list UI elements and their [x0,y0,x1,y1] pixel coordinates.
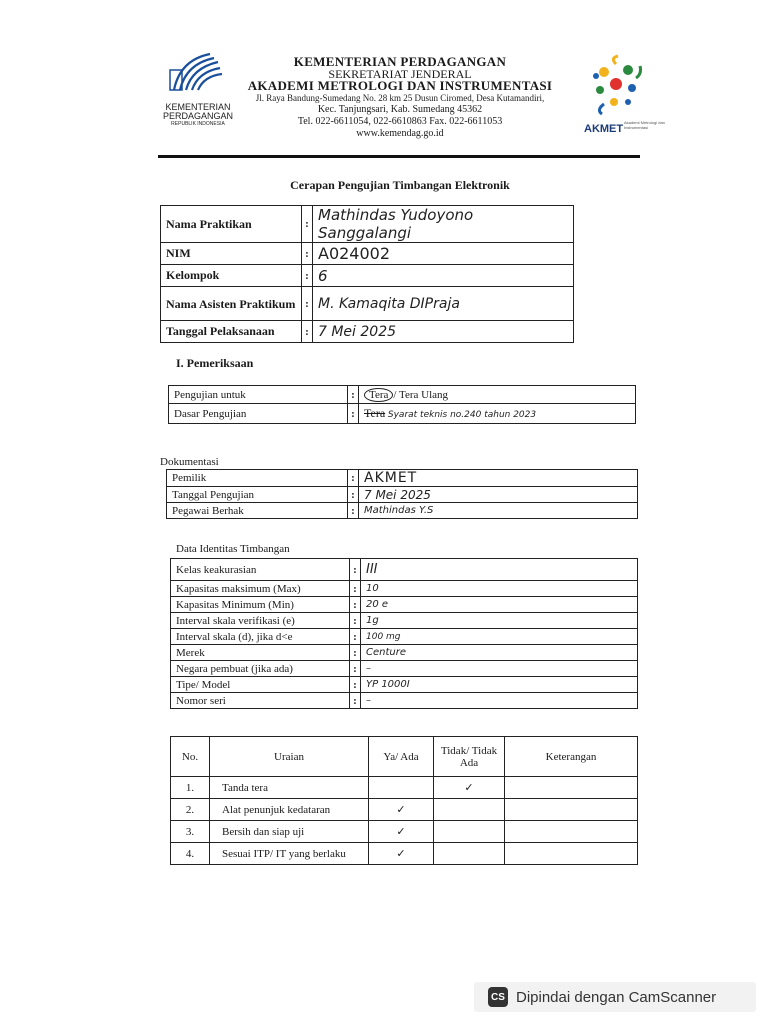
identitas-label: Kapasitas maksimum (Max) [171,581,350,597]
dokumentasi-row [167,503,638,519]
row-uraian: Bersih dan siap uji [210,821,369,843]
identity-row [161,243,574,265]
identity-value: 6 [313,265,574,287]
table-row [171,777,638,799]
identitas-row [171,677,638,693]
identity-row [161,287,574,321]
kemendag-emblem-icon [160,50,236,96]
identitas-label: Negara pembuat (jika ada) [171,661,350,677]
identity-label: Kelompok [161,265,302,287]
akmet-wordmark: AKMET [584,123,624,135]
letterhead [230,56,570,140]
identity-row [161,321,574,343]
colon: : [350,629,361,645]
identitas-label: Tipe/ Model [171,677,350,693]
identitas-label: Interval skala (d), jika d<e [171,629,350,645]
identitas-label: Nomor seri [171,693,350,709]
colon: : [350,581,361,597]
identitas-label: Merek [171,645,350,661]
identity-label: NIM [161,243,302,265]
identitas-value: 20 e [361,597,638,613]
identity-row [161,265,574,287]
colon: : [348,404,359,424]
row-tidak-check [434,799,505,821]
tera-circled-option: Tera [364,388,393,402]
colon: : [302,243,313,265]
identitas-value: – [361,693,638,709]
row-keterangan [505,843,638,865]
colon: : [302,206,313,243]
kemendag-logo [160,50,236,130]
identity-value: A024002 [313,243,574,265]
identitas-value: 100 mg [361,629,638,645]
struck-tera-text: Tera [364,406,386,420]
colon: : [350,559,361,581]
header-divider [158,155,640,158]
header-uraian: Uraian [210,737,369,777]
row-tidak-check: ✓ [434,777,505,799]
pengujian-row [169,404,636,424]
identity-row [161,206,574,243]
row-ya-check [369,777,434,799]
table-row [171,821,638,843]
address-line-2: Kec. Tanjungsari, Kab. Sumedang 45362 [317,104,483,115]
identity-label: Tanggal Pelaksanaan [161,321,302,343]
logo-line-3: REPUBLIK INDONESIA [171,121,225,127]
row-uraian: Alat penunjuk kedataran [210,799,369,821]
identitas-table [170,558,638,709]
colon: : [348,470,359,487]
identitas-row [171,629,638,645]
camscanner-badge [474,982,756,1012]
identity-value: M. Kamaqita DIPraja [313,287,574,321]
identitas-label: Kapasitas Minimum (Min) [171,597,350,613]
row-keterangan [505,799,638,821]
colon: : [302,287,313,321]
ministry-name: KEMENTERIAN PERDAGANGAN [293,54,507,69]
akmet-logo [584,54,665,140]
logo-line-2: PERDAGANGAN [162,111,233,121]
akmet-emblem-icon [584,54,648,116]
academy-name: AKADEMI METROLOGI DAN INSTRUMENTASI [247,78,553,93]
row-keterangan [505,821,638,843]
address-line-1: Jl. Raya Bandung-Sumedang No. 28 km 25 Dusun Ciromed, Desa Kutamandiri, [255,93,545,103]
row-tidak-check [434,821,505,843]
identity-value: Mathindas Yudoyono Sanggalangi [313,206,574,243]
header-ya: Ya/ Ada [369,737,434,777]
colon: : [350,677,361,693]
row-no: 3. [171,821,210,843]
colon: : [348,386,359,404]
colon: : [350,661,361,677]
pengujian-value [359,404,636,424]
identity-value: 7 Mei 2025 [313,321,574,343]
dokumentasi-value: 7 Mei 2025 [359,487,638,503]
dokumentasi-table [166,469,638,519]
row-no: 2. [171,799,210,821]
row-ya-check: ✓ [369,799,434,821]
dokumentasi-row [167,487,638,503]
identitas-row [171,693,638,709]
colon: : [348,503,359,519]
secretariat-name: SEKRETARIAT JENDERAL [328,67,472,81]
web-line: www.kemendag.go.id [356,128,444,139]
row-uraian: Sesuai ITP/ IT yang berlaku [210,843,369,865]
identity-table [160,205,574,343]
pemeriksaan-table [170,736,638,865]
akmet-subtitle: Akademi Metrologi dan Instrumentasi [624,120,665,130]
colon: : [350,613,361,629]
dokumentasi-label: Pegawai Berhak [167,503,348,519]
colon: : [302,321,313,343]
row-keterangan [505,777,638,799]
row-ya-check: ✓ [369,843,434,865]
identitas-value: 1g [361,613,638,629]
identitas-value: YP 1000I [361,677,638,693]
identity-label: Nama Praktikan [161,206,302,243]
table-row [171,799,638,821]
identitas-value: III [361,559,638,581]
pengujian-label: Pengujian untuk [169,386,348,404]
camscanner-logo-icon: CS [488,987,508,1007]
identity-label: Nama Asisten Praktikum [161,287,302,321]
dasar-pengujian-value: Syarat teknis no.240 tahun 2023 [387,410,537,420]
colon: : [302,265,313,287]
pengujian-value [359,386,636,404]
identitas-row [171,613,638,629]
row-no: 4. [171,843,210,865]
identitas-row [171,559,638,581]
row-no: 1. [171,777,210,799]
colon: : [350,645,361,661]
pengujian-row [169,386,636,404]
header-no: No. [171,737,210,777]
row-ya-check: ✓ [369,821,434,843]
identitas-row [171,597,638,613]
dokumentasi-title: Dokumentasi [160,456,219,468]
header-tidak: Tidak/ Tidak Ada [434,737,505,777]
identitas-title: Data Identitas Timbangan [176,543,290,555]
row-tidak-check [434,843,505,865]
identitas-value: – [361,661,638,677]
identitas-row [171,581,638,597]
table-row [171,843,638,865]
dokumentasi-value: AKMET [359,470,638,487]
colon: : [350,597,361,613]
row-uraian: Tanda tera [210,777,369,799]
header-keterangan: Keterangan [505,737,638,777]
dokumentasi-label: Pemilik [167,470,348,487]
colon: : [350,693,361,709]
identitas-label: Interval skala verifikasi (e) [171,613,350,629]
table-header-row [171,737,638,777]
camscanner-text: Dipindai dengan CamScanner [516,988,717,1006]
colon: : [348,487,359,503]
dokumentasi-value: Mathindas Y.S [359,503,638,519]
document-title: Cerapan Pengujian Timbangan Elektronik [290,178,510,192]
identitas-value: 10 [361,581,638,597]
identitas-value: Centure [361,645,638,661]
identitas-row [171,645,638,661]
logo-line-1: KEMENTERIAN [165,102,231,112]
pengujian-table [168,385,636,424]
tera-ulang-text: / Tera Ulang [393,388,449,401]
identitas-label: Kelas keakurasian [171,559,350,581]
section-title: I. Pemeriksaan [176,356,254,370]
identitas-row [171,661,638,677]
dokumentasi-label: Tanggal Pengujian [167,487,348,503]
dokumentasi-row [167,470,638,487]
pengujian-label: Dasar Pengujian [169,404,348,424]
phone-line: Tel. 022-6611054, 022-6610863 Fax. 022-6611053 [297,116,503,127]
